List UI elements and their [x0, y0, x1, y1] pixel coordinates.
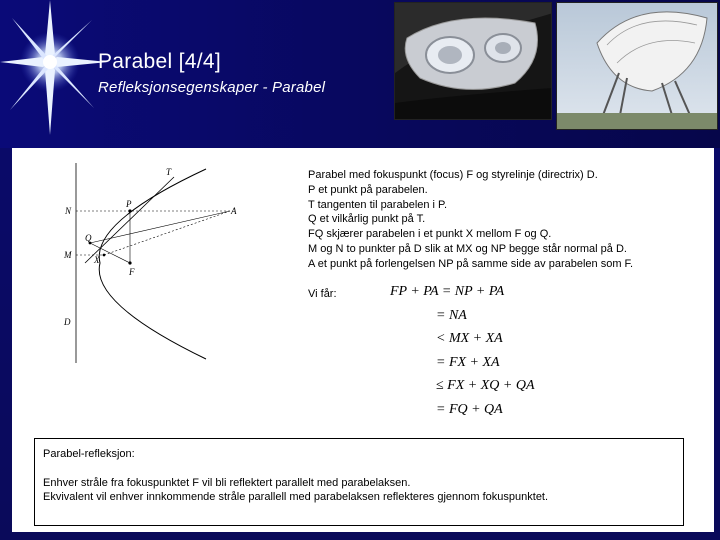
derivation-label: Vi får: — [308, 288, 337, 300]
description-line: P et punkt på parabelen. — [308, 183, 428, 196]
slide-title: Parabel [4/4] — [98, 50, 221, 73]
description-line: T tangenten til parabelen i P. — [308, 198, 448, 211]
headlight-photo — [394, 2, 552, 120]
label-m: M — [64, 250, 72, 260]
label-p: P — [126, 199, 132, 209]
description-line: Q et vilkårlig punkt på T. — [308, 213, 426, 226]
equation-line: ≤ FX + XQ + QA — [436, 378, 535, 393]
equation-line: FP + PA = NP + PA — [390, 284, 505, 299]
description-line: A et punkt på forlengelsen NP på samme side av parabelen som F. — [308, 257, 634, 270]
label-a: A — [231, 206, 237, 216]
derivation-equations — [388, 284, 535, 425]
label-x: X — [94, 255, 100, 265]
equation-line: = FQ + QA — [436, 401, 503, 417]
label-n: N — [65, 206, 72, 216]
xa-segment — [104, 211, 230, 255]
slide-header — [0, 0, 720, 148]
reflection-heading: Parabel-refleksjon: — [43, 448, 135, 460]
equation-line: = NA — [436, 307, 467, 323]
description-line: M og N to punkter på D slik at MX og NP begge står normal på D. — [308, 242, 627, 255]
label-d: D — [64, 317, 71, 327]
description-line: Parabel med fokuspunkt (focus) F og styrelinje (directrix) D. — [308, 169, 598, 181]
point-x — [103, 254, 106, 257]
parabola-diagram — [50, 163, 250, 363]
label-f: F — [129, 267, 135, 277]
description-line: FQ skjærer parabelen i et punkt X mellom F og Q. — [308, 228, 552, 241]
description-text — [308, 168, 708, 272]
star-decoration-icon — [0, 0, 110, 135]
point-p — [128, 209, 131, 212]
label-q: Q — [85, 233, 92, 243]
reflection-line-2: Ekvivalent vil enhver innkommende stråle parallell med parabelaksen reflekteres gjennom fokuspunktet. — [43, 491, 549, 504]
equation-line: = FX + XA — [436, 354, 500, 370]
slide-subtitle: Refleksjonsegenskaper - Parabel — [98, 79, 326, 96]
radio-telescope-photo — [556, 2, 718, 130]
tangent-line — [85, 177, 174, 263]
point-f — [128, 261, 131, 264]
label-t: T — [166, 167, 172, 177]
slide-content — [12, 148, 714, 532]
reflection-line-1: Enhver stråle fra fokuspunktet F vil bli reflektert parallelt med parabelaksen. — [43, 476, 411, 489]
reflection-box — [34, 438, 684, 526]
qa-segment — [90, 211, 230, 243]
equation-line: < MX + XA — [436, 331, 503, 346]
